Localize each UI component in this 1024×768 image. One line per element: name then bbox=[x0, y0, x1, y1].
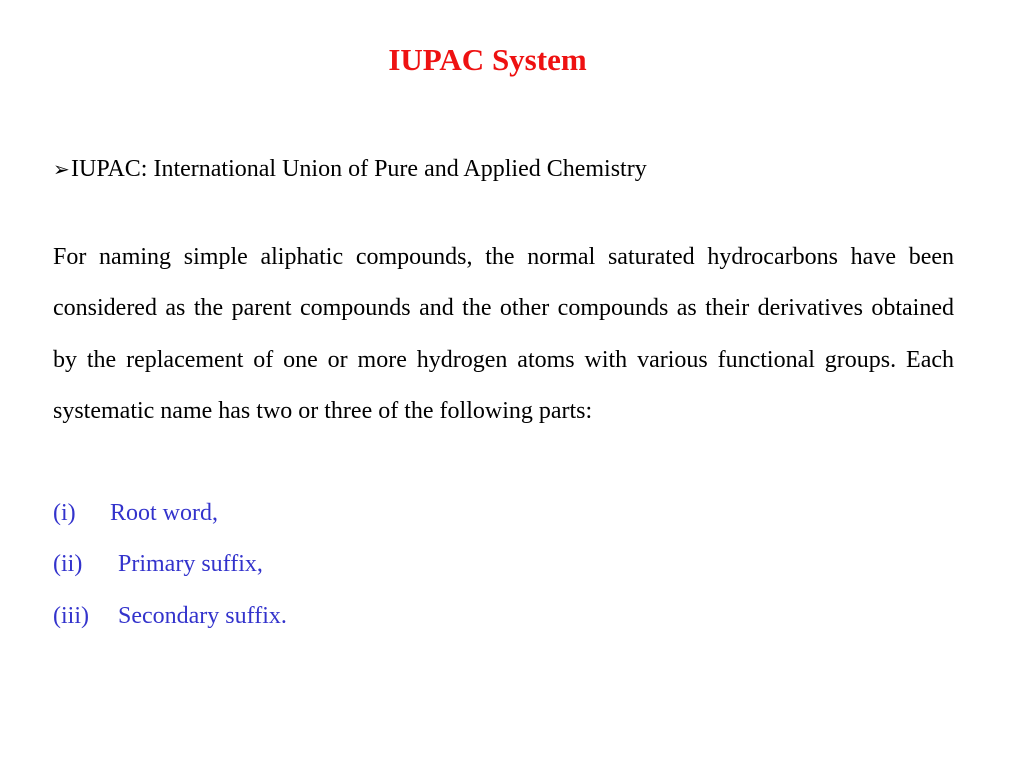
bullet-item bbox=[53, 152, 647, 187]
list-item-text: Root word, bbox=[110, 500, 218, 526]
parts-list bbox=[53, 488, 287, 642]
list-item-text: Secondary suffix. bbox=[118, 602, 287, 629]
bullet-text: IUPAC: International Union of Pure and Applied Chemistry bbox=[71, 156, 647, 182]
list-item-number: (iii) bbox=[53, 602, 89, 629]
body-paragraph: For naming simple aliphatic compounds, the normal saturated hydrocarbons have been considered as the parent compounds and the other compounds as their derivatives obtained by the replacement of one or more hydrogen atoms with various functional groups. Each systematic name has two or three of the following parts: bbox=[53, 244, 954, 424]
list-item bbox=[53, 488, 287, 539]
arrow-bullet-icon: ➢ bbox=[53, 159, 70, 181]
slide-title: IUPAC System bbox=[388, 42, 587, 77]
list-item-text: Primary suffix, bbox=[118, 551, 263, 578]
list-item-number: (ii) bbox=[53, 551, 83, 578]
list-item bbox=[53, 539, 287, 590]
list-item bbox=[53, 591, 287, 642]
list-item-number: (i) bbox=[53, 500, 76, 526]
